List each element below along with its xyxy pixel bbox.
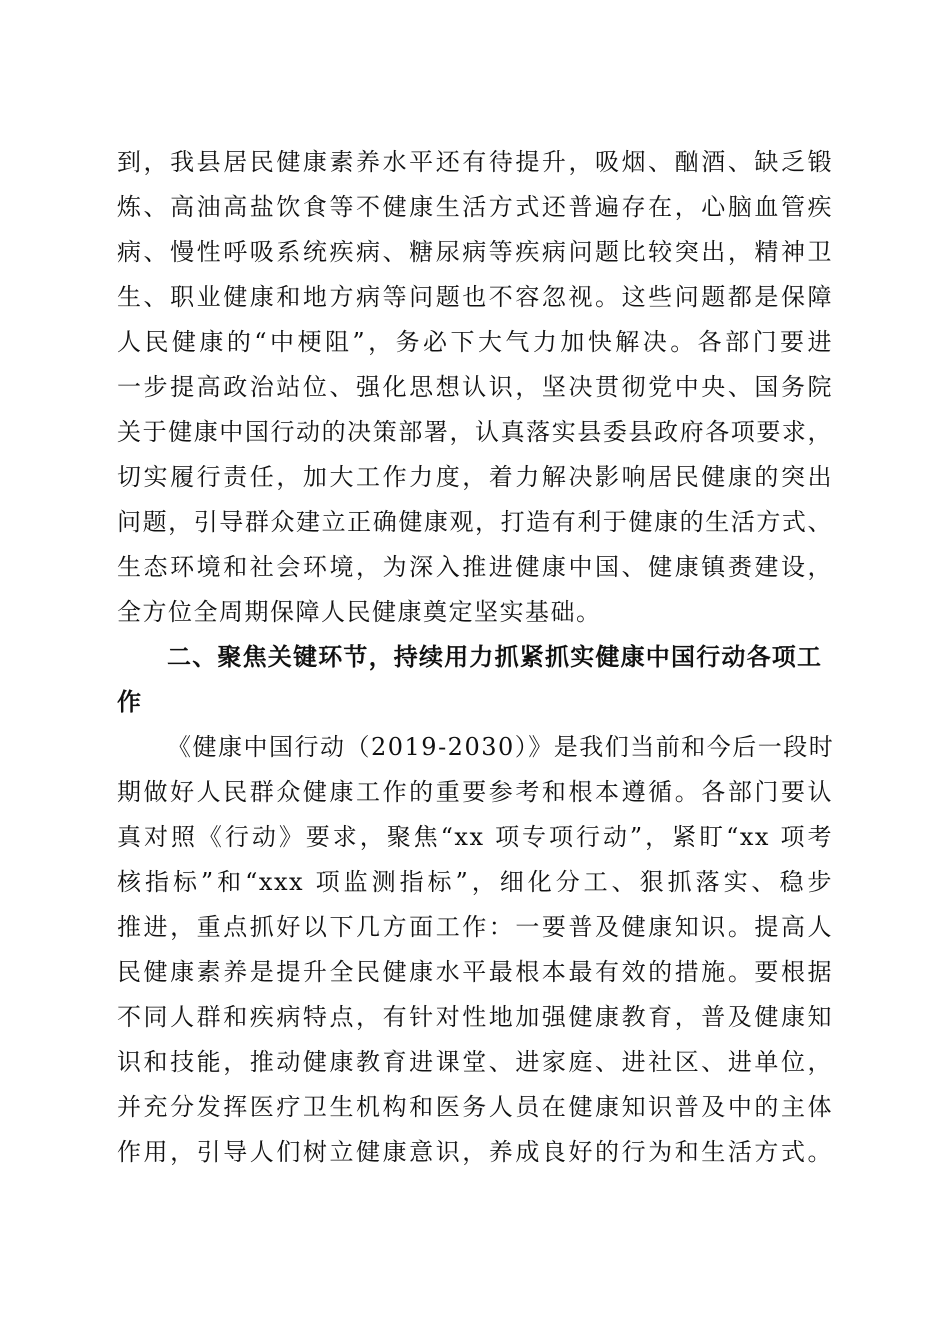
text-line: 生、职业健康和地方病等问题也不容忽视。这些问题都是保障 <box>117 283 833 311</box>
text-line: 全方位全周期保障人民健康奠定坚实基础。 <box>117 598 602 626</box>
text-line: 病、慢性呼吸系统疾病、糖尿病等疾病问题比较突出，精神卫 <box>117 238 833 266</box>
document-body <box>117 140 833 1175</box>
text-line: 一步提高政治站位、强化思想认识，坚决贯彻党中央、国务院 <box>117 373 833 401</box>
text-line: 并充分发挥医疗卫生机构和医务人员在健康知识普及中的主体 <box>117 1093 833 1121</box>
text-line: 推进，重点抓好以下几方面工作：一要普及健康知识。提高人 <box>117 913 833 941</box>
text-line: 民健康素养是提升全民健康水平最根本最有效的措施。要根据 <box>117 958 833 986</box>
text-line: 作用，引导人们树立健康意识，养成良好的行为和生活方式。 <box>117 1138 833 1166</box>
text-line: 关于健康中国行动的决策部署，认真落实县委县政府各项要求， <box>117 418 833 446</box>
text-line: 切实履行责任，加大工作力度，着力解决影响居民健康的突出 <box>117 463 833 491</box>
text-line: 炼、高油高盐饮食等不健康生活方式还普遍存在，心脑血管疾 <box>117 193 833 221</box>
text-line: 人民健康的“中梗阻”，务必下大气力加快解决。各部门要进 <box>117 328 833 356</box>
text-line: 生态环境和社会环境，为深入推进健康中国、健康镇赉建设， <box>117 553 833 581</box>
text-line: 问题，引导群众建立正确健康观，打造有利于健康的生活方式、 <box>117 508 833 536</box>
section-heading-two <box>117 635 833 725</box>
text-line: 期做好人民群众健康工作的重要参考和根本遵循。各部门要认 <box>117 778 833 806</box>
text-line: 真对照《行动》要求，聚焦“xx 项专项行动”，紧盯“xx 项考 <box>117 823 833 851</box>
text-line: 不同人群和疾病特点，有针对性地加强健康教育，普及健康知 <box>117 1003 833 1031</box>
paragraph-health-problems <box>117 140 833 635</box>
text-line: 《健康中国行动（2019-2030）》是我们当前和今后一段时 <box>167 733 835 761</box>
text-line: 到，我县居民健康素养水平还有待提升，吸烟、酗酒、缺乏锻 <box>117 148 833 176</box>
heading-line: 作 <box>117 688 143 716</box>
heading-line: 二、聚焦关键环节，持续用力抓紧抓实健康中国行动各项工 <box>167 643 823 671</box>
text-line: 核指标”和“xxx 项监测指标”，细化分工、狠抓落实、稳步 <box>117 868 833 896</box>
paragraph-key-tasks <box>117 725 833 1175</box>
text-line: 识和技能，推动健康教育进课堂、进家庭、进社区、进单位， <box>117 1048 833 1076</box>
